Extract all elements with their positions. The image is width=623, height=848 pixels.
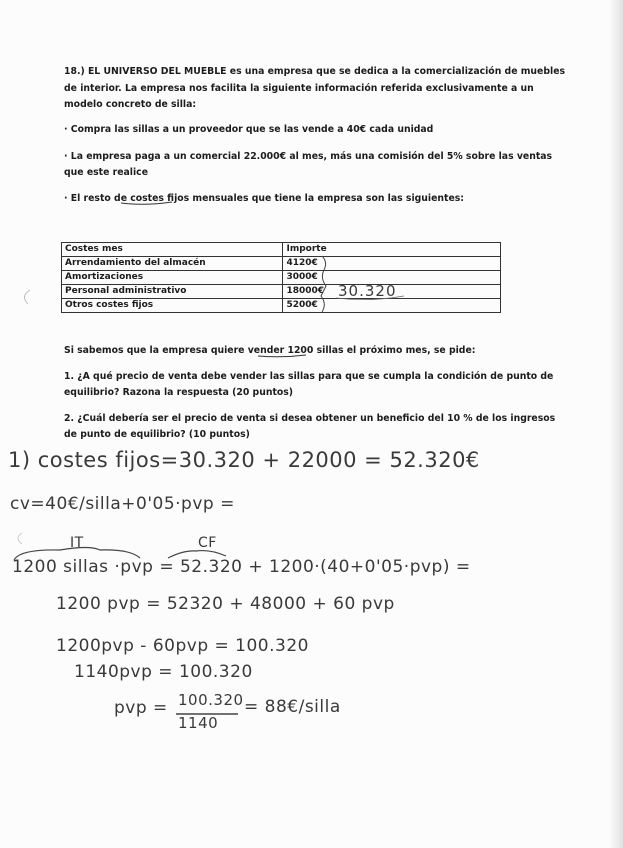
margin-punch-arc-2 bbox=[18, 533, 22, 544]
questions-intro: Si sabemos que la empresa quiere vender 1200 sillas el próximo mes, se pide: bbox=[64, 345, 476, 356]
question-1: 1. ¿A qué precio de venta debe vender las sillas para que se cumpla la condición de punto de bbox=[64, 371, 554, 382]
handwritten-fraction-numerator: 100.320 bbox=[178, 691, 244, 709]
table-cell-amount: 3000€ bbox=[283, 271, 501, 285]
handwritten-pvp-result: = 88€/silla bbox=[244, 697, 341, 717]
table-row bbox=[62, 271, 501, 285]
question-1-continued: equilibrio? Razona la respuesta (20 puntos) bbox=[64, 387, 294, 398]
bullet-commission-continued: que este realice bbox=[64, 167, 148, 178]
handwritten-pvp-label: pvp = bbox=[114, 698, 168, 718]
handwritten-equation-step: 1200 pvp = 52320 + 48000 + 60 pvp bbox=[56, 594, 395, 614]
table-header-cell: Costes mes bbox=[62, 243, 283, 257]
handwritten-it-label: IT bbox=[70, 535, 84, 551]
table-row bbox=[62, 257, 501, 271]
handwritten-fixed-costs-line: 1) costes fijos=30.320 + 22000 = 52.320€ bbox=[8, 448, 480, 472]
question-2-continued: de punto de equilibrio? (10 puntos) bbox=[64, 429, 250, 440]
problem-intro-line: de interior. La empresa nos facilita la siguiente información referida exclusivamente a un bbox=[64, 83, 534, 94]
question-2: 2. ¿Cuál debería ser el precio de venta si desea obtener un beneficio del 10 % de los ingresos bbox=[64, 413, 556, 424]
problem-intro-line: modelo concreto de silla: bbox=[64, 99, 197, 110]
handwritten-variable-cost-line: cv=40€/silla+0'05·pvp = bbox=[10, 494, 235, 514]
handwritten-fraction-denominator: 1140 bbox=[178, 714, 219, 732]
margin-punch-arc-1 bbox=[24, 290, 30, 304]
table-cell-concept: Amortizaciones bbox=[62, 271, 283, 285]
table-cell-concept: Personal administrativo bbox=[62, 285, 283, 299]
handwritten-cf-label: CF bbox=[198, 535, 217, 551]
table-header-row bbox=[62, 243, 501, 257]
table-cell-concept: Arrendamiento del almacén bbox=[62, 257, 283, 271]
table-cell-amount: 18000€ bbox=[283, 285, 501, 299]
table-header-cell: Importe bbox=[283, 243, 501, 257]
table-cell-amount: 5200€ bbox=[283, 299, 501, 313]
scan-edge-shadow bbox=[609, 0, 623, 848]
handwritten-equation-step: 1200pvp - 60pvp = 100.320 bbox=[56, 636, 309, 656]
table-row bbox=[62, 285, 501, 299]
handwritten-equation-step: 1140pvp = 100.320 bbox=[74, 662, 253, 682]
fixed-costs-table bbox=[61, 242, 501, 313]
bullet-supplier-price: · Compra las sillas a un proveedor que se las vende a 40€ cada unidad bbox=[64, 124, 434, 135]
bullet-fixed-costs: · El resto de costes fijos mensuales que tiene la empresa son las siguientes: bbox=[64, 193, 465, 204]
table-cell-amount: 4120€ bbox=[283, 257, 501, 271]
handwritten-equilibrium-equation: 1200 sillas ·pvp = 52.320 + 1200·(40+0'05·pvp) = bbox=[12, 557, 471, 577]
table-row bbox=[62, 299, 501, 313]
problem-title: 18.) EL UNIVERSO DEL MUEBLE es una empresa que se dedica a la comercialización de muebles bbox=[64, 66, 566, 77]
table-cell-concept: Otros costes fijos bbox=[62, 299, 283, 313]
bullet-commission: · La empresa paga a un comercial 22.000€ al mes, más una comisión del 5% sobre las ventas bbox=[64, 151, 553, 162]
handwritten-fixed-cost-total: 30.320 bbox=[338, 282, 397, 300]
